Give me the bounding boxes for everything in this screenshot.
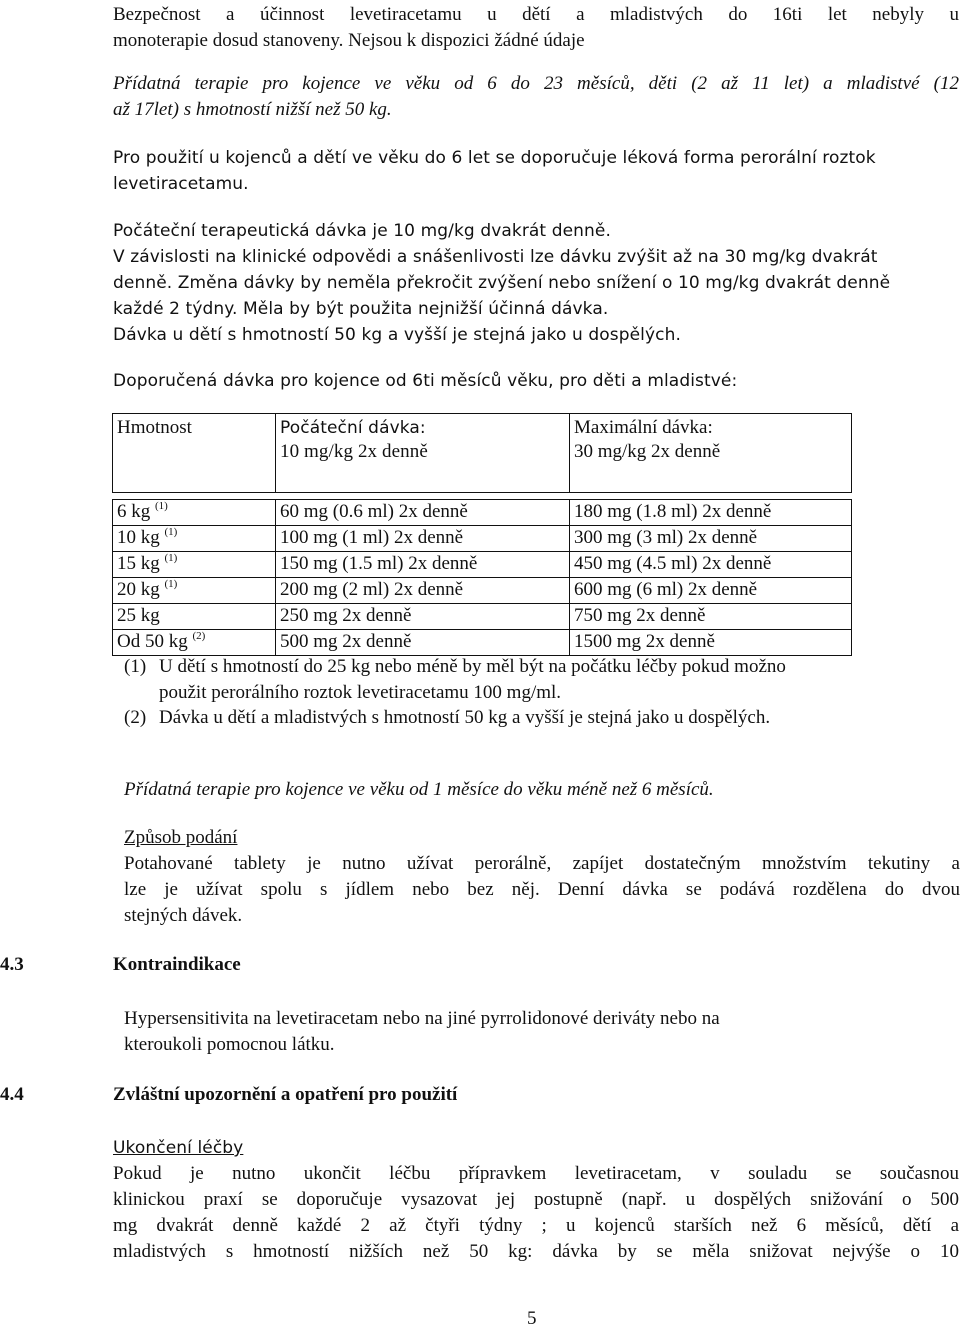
page-number: 5	[527, 1308, 537, 1329]
adjunct-heading-line-2: až 17let) s hmotností nižší než 50 kg.	[113, 99, 392, 120]
weight-cell	[113, 578, 276, 604]
footnote-1-line-1: U dětí s hmotností do 25 kg nebo méně by měl být na počátku léčby pokud možno	[159, 656, 786, 677]
footnote-ref: (1)	[164, 578, 178, 590]
footnote-2-text	[159, 705, 959, 731]
header-initial-line-2: 10 mg/kg 2x denně	[280, 441, 428, 462]
infant-heading-text: Přídatná terapie pro kojence ve věku od 1 měsíce do věku méně než 6 měsíců.	[124, 779, 714, 800]
dosing-line-4: každé 2 týdny. Měla by být použita nejnižší účinná dávka.	[113, 299, 609, 319]
header-max-line-2: 30 mg/kg 2x denně	[574, 441, 721, 462]
footnote-1-text	[159, 654, 959, 706]
header-max-line-1: Maximální dávka:	[574, 417, 713, 438]
table-row	[113, 604, 852, 630]
discontinuation-line-2: klinickou praxí se doporučuje vysazovat jej postupně (např. u dospělých snižování o 500	[113, 1189, 959, 1210]
header-max-dose	[570, 414, 852, 493]
header-weight-text: Hmotnost	[117, 417, 192, 438]
discontinuation-title: Ukončení léčby	[113, 1138, 244, 1158]
weight-cell	[113, 552, 276, 578]
intro-line-1: Bezpečnost a účinnost levetiracetamu u dětí a mladistvých do 16ti let nebyly u	[113, 4, 959, 25]
initial-dose-cell: 500 mg 2x denně	[276, 630, 570, 656]
dosing-line-1: Počáteční terapeutická dávka je 10 mg/kg dvakrát denně.	[113, 221, 611, 241]
table-spacer-row	[113, 493, 852, 500]
initial-dose-cell: 150 mg (1.5 ml) 2x denně	[276, 552, 570, 578]
dosing-paragraph	[113, 218, 959, 348]
discontinuation-paragraph	[113, 1135, 959, 1265]
intro-paragraph	[113, 2, 959, 54]
section-4-4-number: 4.4	[0, 1084, 24, 1105]
dosing-line-3: denně. Změna dávky by neměla překročit zvýšení nebo snížení o 10 mg/kg dvakrát denně	[113, 273, 891, 293]
max-dose-cell: 600 mg (6 ml) 2x denně	[570, 578, 852, 604]
discontinuation-line-4: mladistvých s hmotností nižších než 50 kg: dávka by se měla snižovat nejvýše o 10	[113, 1241, 959, 1262]
discontinuation-line-1: Pokud je nutno ukončit léčbu přípravkem levetiracetam, v souladu se současnou	[113, 1163, 959, 1184]
dosing-line-5: Dávka u dětí s hmotností 50 kg a vyšší je stejná jako u dospělých.	[113, 325, 681, 345]
initial-dose-cell: 200 mg (2 ml) 2x denně	[276, 578, 570, 604]
adjunct-therapy-heading	[113, 71, 959, 123]
initial-dose-cell: 60 mg (0.6 ml) 2x denně	[276, 500, 570, 526]
contraindications-line-1: Hypersensitivita na levetiracetam nebo na jiné pyrrolidonové deriváty nebo na	[124, 1008, 720, 1029]
max-dose-cell: 750 mg 2x denně	[570, 604, 852, 630]
weight-cell	[113, 526, 276, 552]
infant-therapy-heading	[124, 777, 960, 803]
header-weight	[113, 414, 276, 493]
footnote-ref: (1)	[164, 526, 178, 538]
oral-solution-line-2: levetiracetamu.	[113, 174, 249, 194]
footnote-1-number: (1)	[124, 656, 147, 677]
weight-value: 15 kg	[117, 553, 165, 574]
administration-line-1: Potahované tablety je nutno užívat perorálně, zapíjet dostatečným množstvím tekutiny a	[124, 853, 960, 874]
table-row	[113, 578, 852, 604]
max-dose-cell: 180 mg (1.8 ml) 2x denně	[570, 500, 852, 526]
weight-value: 20 kg	[117, 579, 165, 600]
administration-section	[124, 825, 960, 929]
weight-value: 6 kg	[117, 501, 155, 522]
table-row	[113, 500, 852, 526]
header-initial-line-1: Počáteční dávka:	[280, 418, 426, 438]
footnote-2-line-1: Dávka u dětí a mladistvých s hmotností 50 kg a vyšší je stejná jako u dospělých.	[159, 707, 771, 728]
header-initial-dose	[276, 414, 570, 493]
contraindications-paragraph	[124, 1006, 960, 1058]
initial-dose-cell: 250 mg 2x denně	[276, 604, 570, 630]
weight-value: Od 50 kg	[117, 631, 193, 652]
weight-value: 25 kg	[117, 605, 160, 626]
footnote-ref: (1)	[164, 552, 178, 564]
initial-dose-cell: 100 mg (1 ml) 2x denně	[276, 526, 570, 552]
footnote-ref: (1)	[155, 500, 168, 512]
dosing-line-2: V závislosti na klinické odpovědi a snášenlivosti lze dávku zvýšit až na 30 mg/kg dvakrát	[113, 247, 878, 267]
footnote-1-line-2: použit perorálního roztok levetiracetamu 100 mg/ml.	[159, 682, 562, 703]
weight-value: 10 kg	[117, 527, 165, 548]
dose-table	[112, 413, 852, 656]
discontinuation-line-3: mg dvakrát denně každé 2 až čtyři týdny ; u kojenců starších než 6 měsíců, dětí a	[113, 1215, 959, 1236]
table-intro-text: Doporučená dávka pro kojence od 6ti měsíců věku, pro děti a mladistvé:	[113, 371, 738, 391]
oral-solution-paragraph	[113, 145, 959, 197]
weight-cell	[113, 500, 276, 526]
intro-line-2: monoterapie dosud stanoveny. Nejsou k dispozici žádné údaje	[113, 30, 585, 51]
table-row	[113, 630, 852, 656]
footnote-2-number: (2)	[124, 707, 147, 728]
administration-line-3: stejných dávek.	[124, 905, 243, 926]
adjunct-heading-line-1: Přídatná terapie pro kojence ve věku od 6 do 23 měsíců, děti (2 až 11 let) a mladistvé (12	[113, 73, 959, 94]
weight-cell	[113, 630, 276, 656]
section-4-4-title: Zvláštní upozornění a opatření pro použití	[113, 1084, 458, 1105]
table-row	[113, 526, 852, 552]
administration-title: Způsob podání	[124, 827, 238, 848]
max-dose-cell: 1500 mg 2x denně	[570, 630, 852, 656]
administration-line-2: lze je užívat spolu s jídlem nebo bez něj. Denní dávka se podává rozdělena do dvou	[124, 879, 960, 900]
contraindications-line-2: kteroukoli pomocnou látku.	[124, 1034, 335, 1055]
section-4-3-number: 4.3	[0, 954, 24, 975]
weight-cell	[113, 604, 276, 630]
section-4-3-title: Kontraindikace	[113, 954, 241, 975]
table-intro	[113, 368, 959, 394]
table-header-row	[113, 414, 852, 493]
max-dose-cell: 300 mg (3 ml) 2x denně	[570, 526, 852, 552]
footnote-ref: (2)	[192, 630, 206, 642]
table-row	[113, 552, 852, 578]
max-dose-cell: 450 mg (4.5 ml) 2x denně	[570, 552, 852, 578]
oral-solution-line-1: Pro použití u kojenců a dětí ve věku do 6 let se doporučuje léková forma perorální roztok	[113, 148, 876, 168]
